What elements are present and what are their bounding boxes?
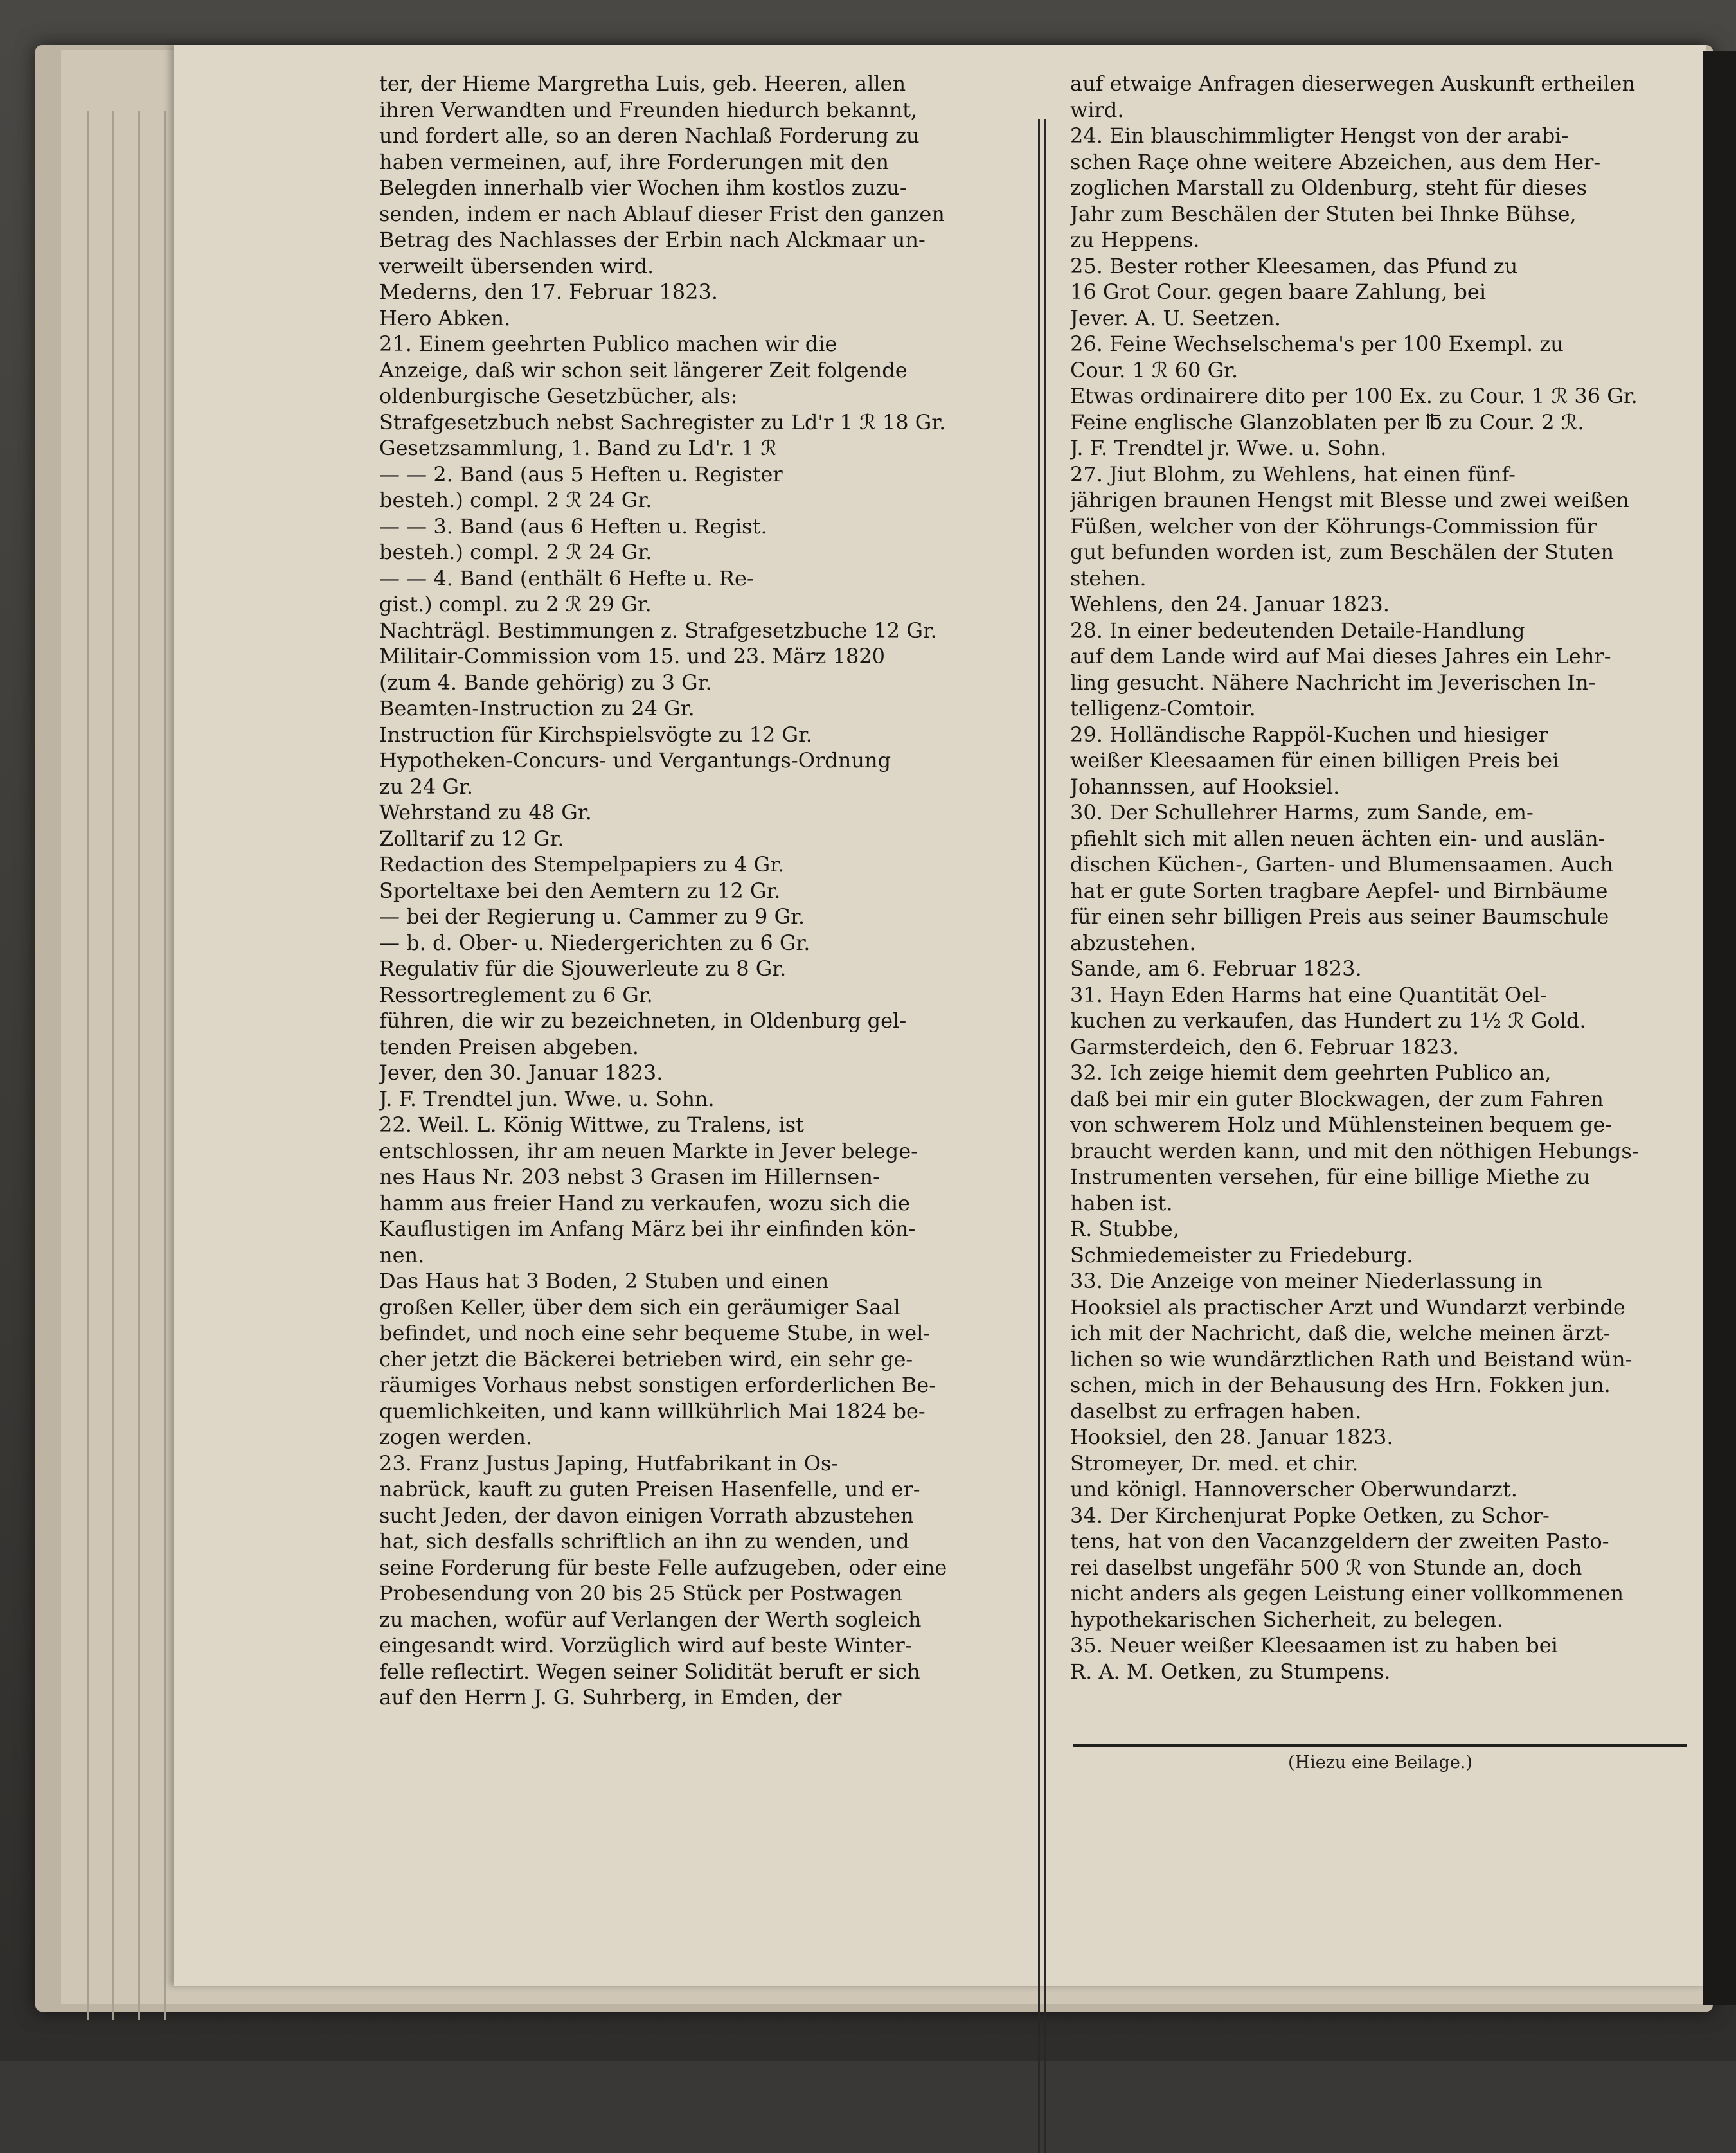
text-line: ich mit der Nachricht, daß die, welche meinen ärzt- <box>1070 1321 1611 1345</box>
text-line: auf den Herrn J. G. Suhrberg, in Emden, der <box>379 1685 842 1710</box>
text-line: — — 4. Band (enthält 6 Hefte u. Re- <box>379 566 754 591</box>
text-line: J. F. Trendtel jr. Wwe. u. Sohn. <box>1070 436 1387 460</box>
text-line: Hypotheken-Concurs- und Vergantungs-Ordnung <box>379 748 891 773</box>
text-line: 24. Ein blauschimmligter Hengst von der arabi- <box>1070 123 1569 148</box>
text-line: quemlichkeiten, und kann willkührlich Mai 1824 be- <box>379 1398 926 1424</box>
text-line: Jever, den 30. Januar 1823. <box>379 1060 663 1085</box>
text-line: räumiges Vorhaus nebst sonstigen erforderlichen Be- <box>379 1373 936 1397</box>
page-edge-line <box>138 111 140 2020</box>
text-line: lichen so wie wundärztlichen Rath und Beistand wün- <box>1070 1346 1633 1371</box>
text-line: Beamten-Instruction zu 24 Gr. <box>379 696 695 720</box>
text-line: braucht werden kann, und mit den nöthigen Hebungs- <box>1070 1138 1639 1163</box>
text-line: Mederns, den 17. Februar 1823. <box>379 280 718 304</box>
text-line: — b. d. Ober- u. Niedergerichten zu 6 Gr. <box>379 930 810 955</box>
text-line: Stromeyer, Dr. med. et chir. <box>1070 1451 1359 1476</box>
text-line: 16 Grot Cour. gegen baare Zahlung, bei <box>1070 280 1487 304</box>
text-line: — bei der Regierung u. Cammer zu 9 Gr. <box>379 904 805 929</box>
text-line: Zolltarif zu 12 Gr. <box>379 826 564 851</box>
text-line: und fordert alle, so an deren Nachlaß Forderung zu <box>379 123 920 148</box>
text-line: — — 3. Band (aus 6 Heften u. Regist. <box>379 514 767 539</box>
text-line: nen. <box>379 1242 425 1267</box>
page-edge-line <box>112 111 114 2020</box>
text-line: hat, sich desfalls schriftlich an ihn zu wenden, und <box>379 1529 909 1553</box>
text-line: haben ist. <box>1070 1190 1173 1215</box>
text-line: nabrück, kauft zu guten Preisen Hasenfelle, und er- <box>379 1477 920 1501</box>
text-line: telligenz-Comtoir. <box>1070 696 1256 720</box>
text-line: schen, mich in der Behausung des Hrn. Fokken jun. <box>1070 1373 1611 1397</box>
text-line: auf dem Lande wird auf Mai dieses Jahres ein Lehr- <box>1070 644 1611 668</box>
text-line: 22. Weil. L. König Wittwe, zu Tralens, ist <box>379 1112 804 1137</box>
text-line: Probesendung von 20 bis 25 Stück per Postwagen <box>379 1581 903 1605</box>
text-line: nes Haus Nr. 203 nebst 3 Grasen im Hillernsen- <box>379 1165 880 1189</box>
text-line: von schwerem Holz und Mühlensteinen bequem ge- <box>1070 1112 1613 1137</box>
text-line: Belegden innerhalb vier Wochen ihm kostlos zuzu- <box>379 175 907 200</box>
text-line: haben vermeinen, auf, ihre Forderungen mit den <box>379 149 889 174</box>
text-line: wird. <box>1070 97 1124 122</box>
text-line: auf etwaige Anfragen dieserwegen Auskunft ertheilen <box>1070 71 1636 96</box>
text-line: daselbst zu erfragen haben. <box>1070 1398 1362 1424</box>
text-line: Gesetzsammlung, 1. Band zu Ld'r. 1 ℛ <box>379 436 777 460</box>
text-line: gist.) compl. zu 2 ℛ 29 Gr. <box>379 592 652 616</box>
text-line: felle reflectirt. Wegen seiner Solidität beruft er sich <box>379 1659 920 1684</box>
text-line: Hooksiel als practischer Arzt und Wundarzt verbinde <box>1070 1294 1625 1319</box>
text-line: Jever. A. U. Seetzen. <box>1070 305 1281 330</box>
text-line: Regulativ für die Sjouwerleute zu 8 Gr. <box>379 956 787 981</box>
text-line: zu machen, wofür auf Verlangen der Werth sogleich <box>379 1607 922 1632</box>
text-line: 34. Der Kirchenjurat Popke Oetken, zu Schor- <box>1070 1503 1550 1528</box>
page-edge-line <box>164 111 166 2020</box>
text-line: abzustehen. <box>1070 930 1196 955</box>
text-line: für einen sehr billigen Preis aus seiner Baumschule <box>1070 904 1609 929</box>
text-line: hat er gute Sorten tragbare Aepfel- und Birnbäume <box>1070 878 1608 903</box>
text-line: zoglichen Marstall zu Oldenburg, steht für dieses <box>1070 175 1588 200</box>
text-line: weißer Kleesaamen für einen billigen Preis bei <box>1070 748 1559 773</box>
text-line: eingesandt wird. Vorzüglich wird auf beste Winter- <box>379 1633 912 1657</box>
text-line: senden, indem er nach Ablauf dieser Frist den ganzen <box>379 201 945 226</box>
text-line: 26. Feine Wechselschema's per 100 Exempl. zu <box>1070 332 1564 356</box>
text-line: und königl. Hannoverscher Oberwundarzt. <box>1070 1477 1517 1501</box>
text-line: ling gesucht. Nähere Nachricht im Jeverischen In- <box>1070 670 1596 695</box>
text-line: Anzeige, daß wir schon seit längerer Zeit folgende <box>379 357 908 382</box>
end-rule <box>1073 1744 1687 1747</box>
text-line: 28. In einer bedeutenden Detaile-Handlung <box>1070 618 1525 643</box>
text-line: R. A. M. Oetken, zu Stumpens. <box>1070 1659 1391 1684</box>
text-line: tenden Preisen abgeben. <box>379 1034 639 1059</box>
text-line: sucht Jeden, der davon einigen Vorrath abzustehen <box>379 1503 914 1528</box>
text-line: besteh.) compl. 2 ℛ 24 Gr. <box>379 540 652 564</box>
text-line: 21. Einem geehrten Publico machen wir die <box>379 332 837 356</box>
text-line: Ressortreglement zu 6 Gr. <box>379 982 653 1007</box>
text-line: großen Keller, über dem sich ein geräumiger Saal <box>379 1294 900 1319</box>
text-line: Johannssen, auf Hooksiel. <box>1070 774 1340 799</box>
text-line: 30. Der Schullehrer Harms, zum Sande, em- <box>1070 800 1534 825</box>
text-line: Kauflustigen im Anfang März bei ihr einfinden kön- <box>379 1217 916 1241</box>
text-line: hamm aus freier Hand zu verkaufen, wozu sich die <box>379 1190 910 1215</box>
text-line: 31. Hayn Eden Harms hat eine Quantität Oel- <box>1070 982 1548 1007</box>
text-line: Instruction für Kirchspielsvögte zu 12 Gr. <box>379 722 812 747</box>
right-column <box>1070 71 1690 1684</box>
text-line: Wehrstand zu 48 Gr. <box>379 800 592 825</box>
text-line: Redaction des Stempelpapiers zu 4 Gr. <box>379 852 785 877</box>
text-line: Sande, am 6. Februar 1823. <box>1070 956 1362 981</box>
text-line: 23. Franz Justus Japing, Hutfabrikant in Os- <box>379 1451 839 1476</box>
left-column <box>379 71 1006 1711</box>
text-line: daß bei mir ein guter Blockwagen, der zum Fahren <box>1070 1086 1604 1111</box>
text-line: oldenburgische Gesetzbücher, als: <box>379 384 738 408</box>
text-line: rei daselbst ungefähr 500 ℛ von Stunde an, doch <box>1070 1555 1582 1580</box>
text-line: zogen werden. <box>379 1425 533 1449</box>
text-line: 29. Holländische Rappöl-Kuchen und hiesiger <box>1070 722 1548 747</box>
text-line: R. Stubbe, <box>1070 1217 1179 1241</box>
text-line: Sporteltaxe bei den Aemtern zu 12 Gr. <box>379 878 781 903</box>
text-line: Füßen, welcher von der Köhrungs-Commission für <box>1070 514 1597 539</box>
text-line: gut befunden worden ist, zum Beschälen der Stuten <box>1070 540 1614 564</box>
text-line: J. F. Trendtel jun. Wwe. u. Sohn. <box>379 1086 715 1111</box>
scan-edge <box>1703 51 1736 2005</box>
text-line: Militair-Commission vom 15. und 23. März 1820 <box>379 644 886 668</box>
text-line: Wehlens, den 24. Januar 1823. <box>1070 592 1390 616</box>
text-line: cher jetzt die Bäckerei betrieben wird, ein sehr ge- <box>379 1346 913 1371</box>
text-line: — — 2. Band (aus 5 Heften u. Register <box>379 461 783 487</box>
text-line: kuchen zu verkaufen, das Hundert zu 1½ ℛ Gold. <box>1070 1008 1586 1033</box>
text-line: Cour. 1 ℛ 60 Gr. <box>1070 357 1239 382</box>
text-line: Jahr zum Beschälen der Stuten bei Ihnke Bühse, <box>1070 201 1577 226</box>
text-line: besteh.) compl. 2 ℛ 24 Gr. <box>379 488 652 512</box>
text-line: verweilt übersenden wird. <box>379 253 654 278</box>
text-line: Instrumenten versehen, für eine billige Miethe zu <box>1070 1165 1590 1189</box>
text-line: entschlossen, ihr am neuen Markte in Jever belege- <box>379 1138 918 1163</box>
text-line: Feine englische Glanzoblaten per ℔ zu Cour. 2 ℛ. <box>1070 409 1584 434</box>
text-line: 32. Ich zeige hiemit dem geehrten Publico an, <box>1070 1060 1552 1085</box>
text-line: 25. Bester rother Kleesamen, das Pfund zu <box>1070 253 1518 278</box>
text-line: Das Haus hat 3 Boden, 2 Stuben und einen <box>379 1269 829 1293</box>
text-line: stehen. <box>1070 566 1147 591</box>
text-line: zu 24 Gr. <box>379 774 474 799</box>
supplement-note: (Hiezu eine Beilage.) <box>1287 1753 1473 1773</box>
text-line: Garmsterdeich, den 6. Februar 1823. <box>1070 1034 1460 1059</box>
text-line: 27. Jiut Blohm, zu Wehlens, hat einen fünf- <box>1070 461 1516 487</box>
text-line: nicht anders als gegen Leistung einer vollkommenen <box>1070 1581 1624 1605</box>
text-line: 33. Die Anzeige von meiner Niederlassung in <box>1070 1269 1543 1293</box>
text-line: ter, der Hieme Margretha Luis, geb. Heeren, allen <box>379 71 906 96</box>
text-line: Strafgesetzbuch nebst Sachregister zu Ld'r 1 ℛ 18 Gr. <box>379 409 946 434</box>
text-line: dischen Küchen-, Garten- und Blumensaamen. Auch <box>1070 852 1613 877</box>
text-line: zu Heppens. <box>1070 228 1200 252</box>
text-line: Hero Abken. <box>379 305 511 330</box>
column-divider <box>1038 119 1046 2153</box>
text-line: Schmiedemeister zu Friedeburg. <box>1070 1242 1413 1267</box>
text-line: 35. Neuer weißer Kleesaamen ist zu haben bei <box>1070 1633 1558 1657</box>
text-line: Hooksiel, den 28. Januar 1823. <box>1070 1425 1393 1449</box>
text-line: (zum 4. Bande gehörig) zu 3 Gr. <box>379 670 712 695</box>
text-line: führen, die wir zu bezeichneten, in Oldenburg gel- <box>379 1008 907 1033</box>
text-line: Nachträgl. Bestimmungen z. Strafgesetzbuche 12 Gr. <box>379 618 937 643</box>
text-line: pfiehlt sich mit allen neuen ächten ein- und auslän- <box>1070 826 1606 851</box>
text-line: befindet, und noch eine sehr bequeme Stube, in wel- <box>379 1321 931 1345</box>
text-line: tens, hat von den Vacanzgeldern der zweiten Pasto- <box>1070 1529 1609 1553</box>
text-line: schen Raçe ohne weitere Abzeichen, aus dem Her- <box>1070 149 1601 174</box>
text-line: jährigen braunen Hengst mit Blesse und zwei weißen <box>1070 488 1629 512</box>
text-line: seine Forderung für beste Felle aufzugeben, oder eine <box>379 1555 947 1580</box>
text-line: Betrag des Nachlasses der Erbin nach Alckmaar un- <box>379 228 926 252</box>
page-edge-line <box>87 111 89 2020</box>
text-line: ihren Verwandten und Freunden hiedurch bekannt, <box>379 97 918 122</box>
text-line: hypothekarischen Sicherheit, zu belegen. <box>1070 1607 1503 1632</box>
text-line: Etwas ordinairere dito per 100 Ex. zu Cour. 1 ℛ 36 Gr. <box>1070 384 1638 408</box>
